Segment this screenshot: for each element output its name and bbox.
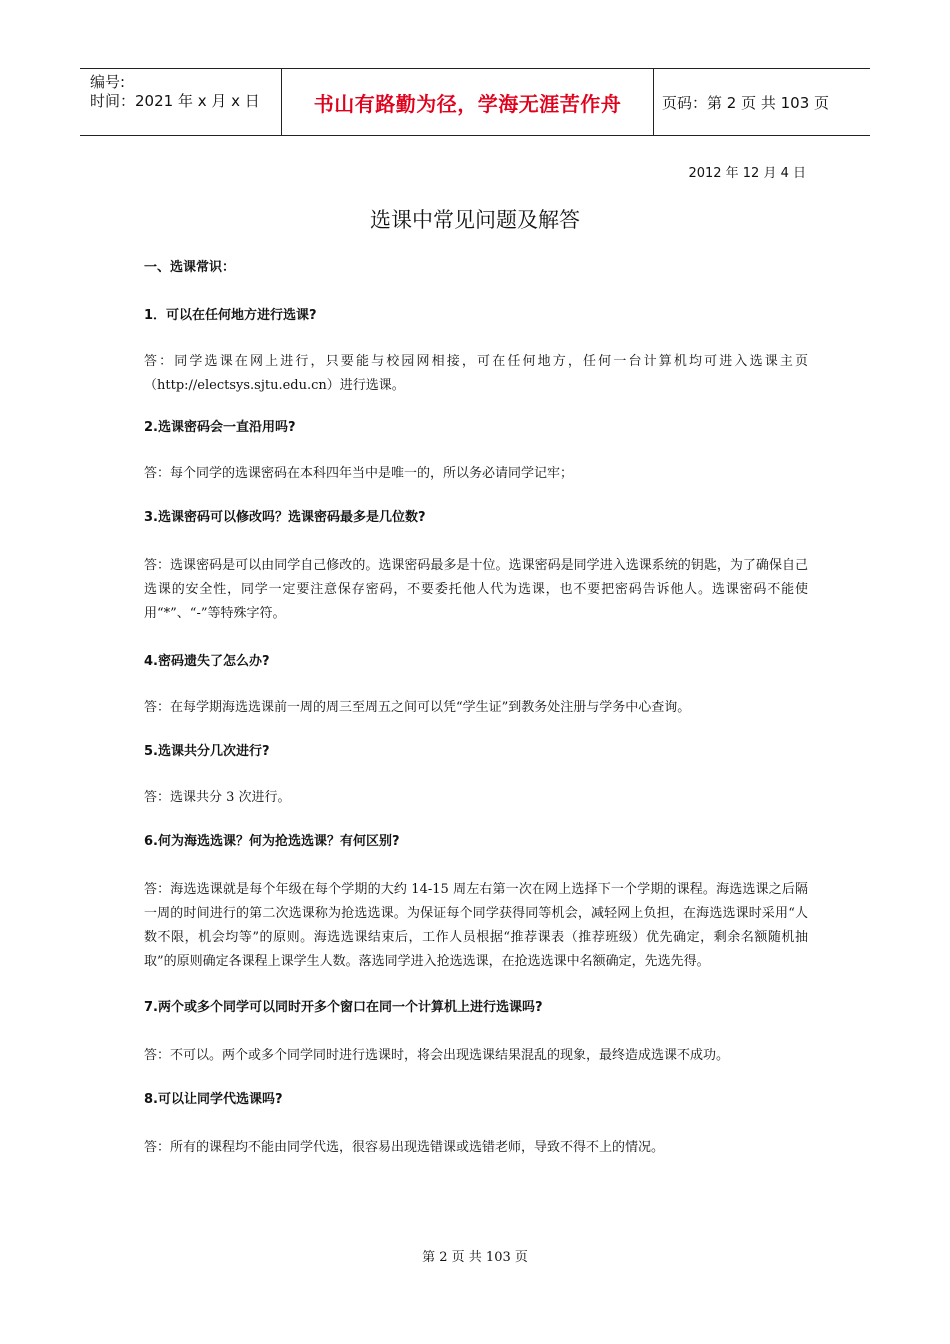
page-info-cell — [654, 69, 870, 135]
document-date: 2012 年 12 月 4 日 — [688, 166, 806, 181]
page-info: 页码：第 2 页 共 103 页 — [662, 93, 830, 112]
question-2: 2.选课密码会一直沿用吗? — [144, 420, 296, 435]
question-1: 1．可以在任何地方进行选课? — [144, 308, 317, 323]
header-table — [80, 68, 870, 136]
question-8: 8.可以让同学代选课吗? — [144, 1092, 283, 1107]
question-4: 4.密码遗失了怎么办? — [144, 654, 270, 669]
answer-4: 答：在每学期海选选课前一周的周三至周五之间可以凭“学生证”到教务处注册与学务中心查询。 — [144, 700, 691, 715]
motto: 书山有路勤为径，学海无涯苦作舟 — [313, 91, 622, 116]
answer-6: 答：海选选课就是每个年级在每个学期的大约 14-15 周左右第一次在网上选择下一个学期的课程。海选选课之后隔一周的时间进行的第二次选课称为抢选选课。为保证每个同学获得同等机会，减轻网上负担，在海选选课时采用“人数不限，机会均等”的原则。海选选课结束后，工作人员根据“推荐课表（推荐班级）优先确定，剩余名额随机抽取”的原则确定各课程上课学生人数。落选同学进入抢选选课，在抢选选课中名额确定，先选先得。 — [144, 882, 808, 969]
question-6: 6.何为海选选课？何为抢选选课？有何区别? — [144, 834, 400, 849]
time-label: 时间：2021 年 x 月 x 日 — [90, 92, 260, 110]
code-label: 编号: — [90, 73, 126, 91]
answer-5: 答：选课共分 3 次进行。 — [144, 790, 291, 805]
page-footer: 第 2 页 共 103 页 — [422, 1250, 528, 1265]
answer-1: 答：同学选课在网上进行，只要能与校园网相接，可在任何地方，任何一台计算机均可进入选课主页（http://electsys.sjtu.edu.cn）进行选课。 — [144, 354, 808, 393]
answer-7: 答：不可以。两个或多个同学同时进行选课时，将会出现选课结果混乱的现象，最终造成选课不成功。 — [144, 1048, 730, 1063]
section-heading: 一、选课常识： — [144, 260, 236, 275]
header-meta-cell — [80, 69, 282, 135]
question-5: 5.选课共分几次进行? — [144, 744, 270, 759]
document-body — [144, 258, 808, 1160]
question-7: 7.两个或多个同学可以同时开多个窗口在同一个计算机上进行选课吗? — [144, 1000, 543, 1015]
answer-2: 答：每个同学的选课密码在本科四年当中是唯一的，所以务必请同学记牢； — [144, 466, 574, 481]
page-title: 选课中常见问题及解答 — [370, 208, 580, 232]
answer-3: 答：选课密码是可以由同学自己修改的。选课密码最多是十位。选课密码是同学进入选课系统的钥匙，为了确保自己选课的安全性，同学一定要注意保存密码，不要委托他人代为选课，也不要把密码告诉他人。选课密码不能使用“*”、“-”等特殊字符。 — [144, 558, 808, 621]
question-3: 3.选课密码可以修改吗？选课密码最多是几位数? — [144, 510, 426, 525]
motto-cell — [282, 69, 654, 135]
answer-8: 答：所有的课程均不能由同学代选，很容易出现选错课或选错老师，导致不得不上的情况。 — [144, 1140, 665, 1155]
